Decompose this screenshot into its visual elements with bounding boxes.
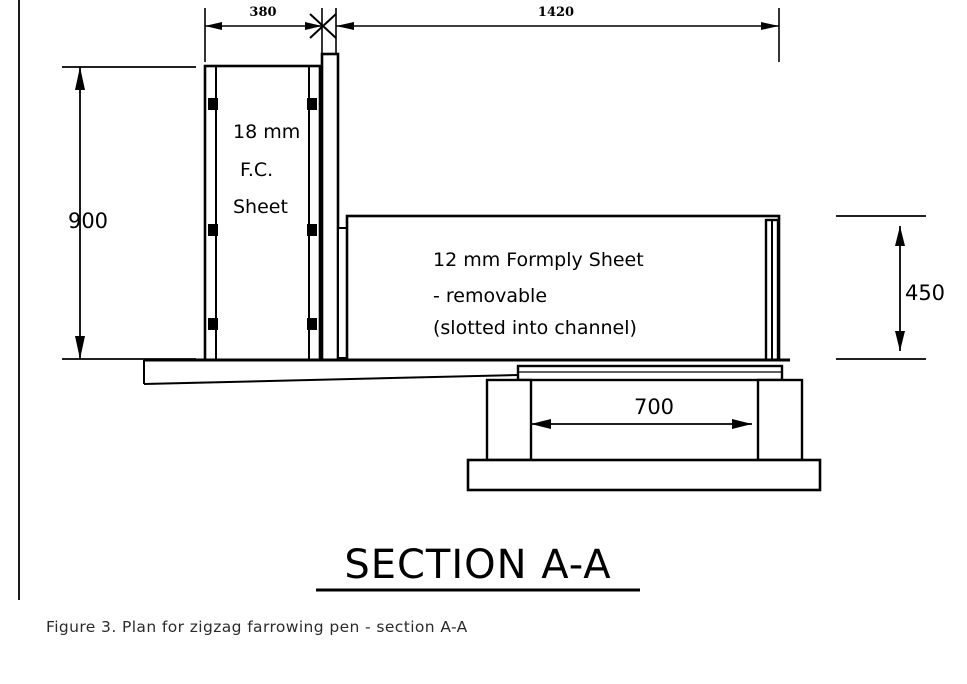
dimension-1420-label: 1420 [537, 5, 575, 20]
dimension-900 [62, 67, 196, 359]
dimension-900-label: 900 [67, 209, 109, 233]
dimension-380-label: 380 [249, 5, 277, 20]
dimension-1420 [336, 5, 779, 62]
figure-caption: Figure 3. Plan for zigzag farrowing pen - section A-A [46, 618, 468, 636]
dimension-700-label: 700 [633, 395, 675, 419]
formply-line-3: (slotted into channel) [433, 317, 637, 339]
dimension-700 [531, 395, 752, 429]
dimension-450-label: 450 [904, 281, 946, 305]
fc-sheet-line-1: 18 mm [233, 121, 301, 143]
section-title: SECTION A-A [344, 542, 612, 588]
dimension-380 [205, 5, 336, 62]
section-title-group [316, 542, 640, 590]
centre-channel-post [322, 54, 347, 360]
formply-line-1: 12 mm Formply Sheet [433, 249, 644, 271]
fc-sheet-line-3: Sheet [233, 196, 288, 218]
formply-line-2: - removable [433, 285, 548, 307]
dimension-450 [836, 216, 945, 359]
fc-sheet-line-2: F.C. [240, 159, 274, 181]
